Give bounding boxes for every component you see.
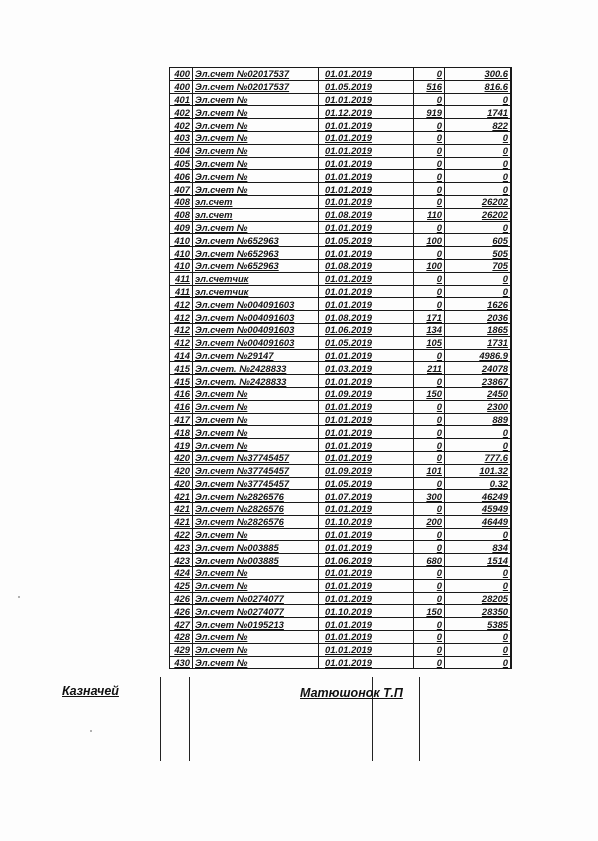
account-number-cell: 416 [170, 387, 193, 400]
consumption-cell: 0 [414, 541, 445, 554]
account-number-cell: 422 [170, 528, 193, 541]
meter-reading-cell: 0 [445, 567, 512, 580]
account-number-cell: 424 [170, 567, 193, 580]
table-row [170, 80, 512, 93]
meter-reading-cell: 0 [445, 528, 512, 541]
consumption-cell: 0 [414, 247, 445, 260]
meter-description-cell: Эл.счет №37745457 [193, 464, 319, 477]
reading-date-cell: 01.01.2019 [319, 170, 414, 183]
account-number-cell: 426 [170, 592, 193, 605]
reading-date-cell: 01.01.2019 [319, 451, 414, 464]
account-number-cell: 417 [170, 413, 193, 426]
consumption-cell: 0 [414, 183, 445, 196]
account-number-cell: 412 [170, 336, 193, 349]
meter-reading-cell: 0 [445, 170, 512, 183]
reading-date-cell: 01.01.2019 [319, 298, 414, 311]
meter-description-cell: Эл.счет №0274077 [193, 592, 319, 605]
table-row [170, 503, 512, 516]
consumption-cell: 0 [414, 195, 445, 208]
meter-description-cell: Эл.счет № [193, 426, 319, 439]
table-row [170, 285, 512, 298]
consumption-cell: 0 [414, 528, 445, 541]
meter-description-cell: Эл.счет № [193, 144, 319, 157]
consumption-cell: 0 [414, 656, 445, 669]
consumption-cell: 0 [414, 375, 445, 388]
account-number-cell: 420 [170, 477, 193, 490]
consumption-cell: 300 [414, 490, 445, 503]
table-row [170, 592, 512, 605]
account-number-cell: 409 [170, 221, 193, 234]
account-number-cell: 400 [170, 68, 193, 81]
meter-description-cell: Эл.счет №004091603 [193, 336, 319, 349]
table-row [170, 439, 512, 452]
meter-description-cell: Эл.счет № [193, 528, 319, 541]
table-row [170, 477, 512, 490]
meter-description-cell: Эл.счет № [193, 106, 319, 119]
account-number-cell: 416 [170, 400, 193, 413]
reading-date-cell: 01.05.2019 [319, 234, 414, 247]
account-number-cell: 427 [170, 618, 193, 631]
meter-description-cell: Эл.счет №004091603 [193, 298, 319, 311]
meter-reading-cell: 300.6 [445, 68, 512, 81]
meter-description-cell: Эл.счет №004091603 [193, 323, 319, 336]
consumption-cell: 200 [414, 515, 445, 528]
table-row [170, 515, 512, 528]
meter-description-cell: Эл.счет №0195213 [193, 618, 319, 631]
consumption-cell: 0 [414, 413, 445, 426]
reading-date-cell: 01.01.2019 [319, 400, 414, 413]
reading-date-cell: 01.01.2019 [319, 144, 414, 157]
consumption-cell: 0 [414, 579, 445, 592]
meter-reading-cell: 1741 [445, 106, 512, 119]
table-row [170, 183, 512, 196]
account-number-cell: 425 [170, 579, 193, 592]
meter-reading-cell: 0 [445, 221, 512, 234]
table-row [170, 131, 512, 144]
account-number-cell: 423 [170, 554, 193, 567]
reading-date-cell: 01.06.2019 [319, 323, 414, 336]
reading-date-cell: 01.01.2019 [319, 503, 414, 516]
meter-reading-cell: 0 [445, 656, 512, 669]
meter-description-cell: Эл.счет №37745457 [193, 477, 319, 490]
meter-reading-cell: 0 [445, 144, 512, 157]
meter-description-cell: эл.счетчик [193, 285, 319, 298]
reading-date-cell: 01.01.2019 [319, 631, 414, 644]
reading-date-cell: 01.09.2019 [319, 464, 414, 477]
account-number-cell: 404 [170, 144, 193, 157]
reading-date-cell: 01.01.2019 [319, 439, 414, 452]
meter-reading-cell: 0 [445, 579, 512, 592]
reading-date-cell: 01.08.2019 [319, 311, 414, 324]
meter-reading-cell: 5385 [445, 618, 512, 631]
account-number-cell: 421 [170, 515, 193, 528]
table-row [170, 208, 512, 221]
meter-description-cell: Эл.счет №003885 [193, 541, 319, 554]
account-number-cell: 430 [170, 656, 193, 669]
account-number-cell: 411 [170, 285, 193, 298]
account-number-cell: 402 [170, 119, 193, 132]
table-row [170, 336, 512, 349]
account-number-cell: 421 [170, 490, 193, 503]
footer-rule [419, 677, 420, 761]
account-number-cell: 406 [170, 170, 193, 183]
meter-description-cell: Эл.счет № [193, 93, 319, 106]
meter-description-cell: Эл.счет № [193, 170, 319, 183]
meter-reading-cell: 2036 [445, 311, 512, 324]
consumption-cell: 919 [414, 106, 445, 119]
meter-description-cell: Эл.счет №2826576 [193, 490, 319, 503]
table-row [170, 451, 512, 464]
meter-reading-cell: 26202 [445, 195, 512, 208]
meter-description-cell: Эл.счет №652963 [193, 259, 319, 272]
consumption-cell: 0 [414, 451, 445, 464]
reading-date-cell: 01.12.2019 [319, 106, 414, 119]
table-row [170, 579, 512, 592]
meter-readings-table [169, 67, 512, 669]
reading-date-cell: 01.10.2019 [319, 605, 414, 618]
consumption-cell: 0 [414, 643, 445, 656]
reading-date-cell: 01.01.2019 [319, 592, 414, 605]
reading-date-cell: 01.01.2019 [319, 656, 414, 669]
account-number-cell: 412 [170, 323, 193, 336]
reading-date-cell: 01.01.2019 [319, 375, 414, 388]
meter-description-cell: Эл.счет №02017537 [193, 80, 319, 93]
table-row [170, 362, 512, 375]
table-row [170, 195, 512, 208]
reading-date-cell: 01.06.2019 [319, 554, 414, 567]
reading-date-cell: 01.01.2019 [319, 221, 414, 234]
consumption-cell: 101 [414, 464, 445, 477]
account-number-cell: 428 [170, 631, 193, 644]
meter-description-cell: Эл.счет №02017537 [193, 68, 319, 81]
meter-reading-cell: 705 [445, 259, 512, 272]
table-row [170, 298, 512, 311]
reading-date-cell: 01.01.2019 [319, 183, 414, 196]
table-row [170, 259, 512, 272]
meter-description-cell: Эл.счет № [193, 656, 319, 669]
meter-reading-cell: 0.32 [445, 477, 512, 490]
reading-date-cell: 01.01.2019 [319, 349, 414, 362]
meter-description-cell: Эл.счет. №2428833 [193, 375, 319, 388]
table-row [170, 221, 512, 234]
reading-date-cell: 01.07.2019 [319, 490, 414, 503]
consumption-cell: 0 [414, 131, 445, 144]
meter-description-cell: Эл.счет №29147 [193, 349, 319, 362]
signatory-name: Матюшонок Т.П [300, 686, 403, 700]
reading-date-cell: 01.01.2019 [319, 93, 414, 106]
reading-date-cell: 01.01.2019 [319, 618, 414, 631]
consumption-cell: 0 [414, 144, 445, 157]
meter-reading-cell: 2300 [445, 400, 512, 413]
account-number-cell: 403 [170, 131, 193, 144]
account-number-cell: 419 [170, 439, 193, 452]
account-number-cell: 420 [170, 451, 193, 464]
table-row [170, 656, 512, 669]
account-number-cell: 405 [170, 157, 193, 170]
account-number-cell: 421 [170, 503, 193, 516]
account-number-cell: 410 [170, 259, 193, 272]
table-row [170, 375, 512, 388]
reading-date-cell: 01.01.2019 [319, 285, 414, 298]
table-row [170, 400, 512, 413]
meter-description-cell: Эл.счет № [193, 413, 319, 426]
consumption-cell: 110 [414, 208, 445, 221]
consumption-cell: 0 [414, 503, 445, 516]
meter-description-cell: Эл.счет № [193, 119, 319, 132]
account-number-cell: 412 [170, 311, 193, 324]
meter-reading-cell: 46449 [445, 515, 512, 528]
consumption-cell: 516 [414, 80, 445, 93]
account-number-cell: 400 [170, 80, 193, 93]
meter-description-cell: Эл.счет № [193, 400, 319, 413]
consumption-cell: 0 [414, 170, 445, 183]
consumption-cell: 0 [414, 567, 445, 580]
meter-reading-cell: 28350 [445, 605, 512, 618]
reading-date-cell: 01.01.2019 [319, 119, 414, 132]
table-row [170, 387, 512, 400]
consumption-cell: 0 [414, 400, 445, 413]
table-row [170, 119, 512, 132]
consumption-cell: 0 [414, 119, 445, 132]
reading-date-cell: 01.08.2019 [319, 259, 414, 272]
meter-description-cell: Эл.счет №2826576 [193, 515, 319, 528]
meter-description-cell: Эл.счет № [193, 221, 319, 234]
reading-date-cell: 01.08.2019 [319, 208, 414, 221]
meter-description-cell: Эл.счет № [193, 387, 319, 400]
scan-speck [18, 596, 20, 598]
table-row [170, 554, 512, 567]
reading-date-cell: 01.01.2019 [319, 413, 414, 426]
meter-reading-cell: 4986.9 [445, 349, 512, 362]
reading-date-cell: 01.05.2019 [319, 336, 414, 349]
consumption-cell: 0 [414, 157, 445, 170]
meter-reading-cell: 46249 [445, 490, 512, 503]
meter-description-cell: Эл.счет № [193, 643, 319, 656]
meter-reading-cell: 1865 [445, 323, 512, 336]
meter-description-cell: Эл.счет № [193, 567, 319, 580]
account-number-cell: 415 [170, 375, 193, 388]
reading-date-cell: 01.09.2019 [319, 387, 414, 400]
reading-date-cell: 01.01.2019 [319, 567, 414, 580]
account-number-cell: 426 [170, 605, 193, 618]
meter-reading-cell: 0 [445, 426, 512, 439]
consumption-cell: 105 [414, 336, 445, 349]
reading-date-cell: 01.01.2019 [319, 272, 414, 285]
table-row [170, 528, 512, 541]
account-number-cell: 418 [170, 426, 193, 439]
meter-reading-cell: 24078 [445, 362, 512, 375]
account-number-cell: 410 [170, 234, 193, 247]
consumption-cell: 0 [414, 477, 445, 490]
table-row [170, 643, 512, 656]
table-row [170, 272, 512, 285]
account-number-cell: 408 [170, 195, 193, 208]
meter-reading-cell: 0 [445, 93, 512, 106]
consumption-cell: 134 [414, 323, 445, 336]
consumption-cell: 0 [414, 618, 445, 631]
reading-date-cell: 01.01.2019 [319, 528, 414, 541]
meter-reading-cell: 0 [445, 157, 512, 170]
meter-description-cell: Эл.счет. №2428833 [193, 362, 319, 375]
table-row [170, 234, 512, 247]
account-number-cell: 420 [170, 464, 193, 477]
consumption-cell: 0 [414, 298, 445, 311]
meter-reading-cell: 45949 [445, 503, 512, 516]
meter-reading-cell: 28205 [445, 592, 512, 605]
reading-date-cell: 01.03.2019 [319, 362, 414, 375]
table-row [170, 144, 512, 157]
reading-date-cell: 01.01.2019 [319, 541, 414, 554]
meter-description-cell: эл.счетчик [193, 272, 319, 285]
table-row [170, 413, 512, 426]
footer-rule [160, 677, 161, 761]
meter-reading-cell: 0 [445, 631, 512, 644]
meter-reading-cell: 0 [445, 131, 512, 144]
consumption-cell: 150 [414, 605, 445, 618]
meter-description-cell: эл.счет [193, 208, 319, 221]
scan-speck [90, 730, 92, 732]
meter-description-cell: Эл.счет №652963 [193, 234, 319, 247]
consumption-cell: 211 [414, 362, 445, 375]
table-row [170, 426, 512, 439]
meter-description-cell: Эл.счет № [193, 131, 319, 144]
meter-description-cell: Эл.счет № [193, 439, 319, 452]
account-number-cell: 402 [170, 106, 193, 119]
consumption-cell: 0 [414, 68, 445, 81]
meter-reading-cell: 816.6 [445, 80, 512, 93]
meter-description-cell: Эл.счет № [193, 183, 319, 196]
consumption-cell: 0 [414, 93, 445, 106]
meter-reading-cell: 101.32 [445, 464, 512, 477]
consumption-cell: 150 [414, 387, 445, 400]
meter-description-cell: Эл.счет №37745457 [193, 451, 319, 464]
meter-description-cell: Эл.счет № [193, 579, 319, 592]
table-row [170, 605, 512, 618]
meter-description-cell: Эл.счет № [193, 157, 319, 170]
reading-date-cell: 01.01.2019 [319, 195, 414, 208]
reading-date-cell: 01.01.2019 [319, 247, 414, 260]
meter-reading-cell: 1731 [445, 336, 512, 349]
table-row [170, 311, 512, 324]
reading-date-cell: 01.01.2019 [319, 643, 414, 656]
account-number-cell: 408 [170, 208, 193, 221]
reading-date-cell: 01.01.2019 [319, 579, 414, 592]
meter-description-cell: Эл.счет №652963 [193, 247, 319, 260]
account-number-cell: 412 [170, 298, 193, 311]
consumption-cell: 680 [414, 554, 445, 567]
reading-date-cell: 01.01.2019 [319, 68, 414, 81]
account-number-cell: 415 [170, 362, 193, 375]
table-row [170, 93, 512, 106]
meter-reading-cell: 26202 [445, 208, 512, 221]
table-row [170, 490, 512, 503]
account-number-cell: 407 [170, 183, 193, 196]
consumption-cell: 100 [414, 234, 445, 247]
meter-reading-cell: 889 [445, 413, 512, 426]
meter-reading-cell: 505 [445, 247, 512, 260]
meter-reading-cell: 0 [445, 272, 512, 285]
consumption-cell: 0 [414, 221, 445, 234]
table-row [170, 323, 512, 336]
meter-reading-cell: 23867 [445, 375, 512, 388]
account-number-cell: 410 [170, 247, 193, 260]
table-row [170, 68, 512, 81]
consumption-cell: 0 [414, 426, 445, 439]
table-body [170, 68, 512, 669]
table-row [170, 157, 512, 170]
meter-description-cell: Эл.счет №2826576 [193, 503, 319, 516]
meter-description-cell: Эл.счет №003885 [193, 554, 319, 567]
meter-reading-cell: 0 [445, 285, 512, 298]
table-row [170, 106, 512, 119]
meter-reading-cell: 0 [445, 183, 512, 196]
meter-reading-cell: 1626 [445, 298, 512, 311]
table-row [170, 567, 512, 580]
account-number-cell: 401 [170, 93, 193, 106]
consumption-cell: 0 [414, 272, 445, 285]
table-row [170, 631, 512, 644]
table-row [170, 618, 512, 631]
table-row [170, 170, 512, 183]
reading-date-cell: 01.01.2019 [319, 157, 414, 170]
consumption-cell: 100 [414, 259, 445, 272]
reading-date-cell: 01.05.2019 [319, 477, 414, 490]
meter-reading-cell: 0 [445, 643, 512, 656]
meter-description-cell: Эл.счет №004091603 [193, 311, 319, 324]
account-number-cell: 411 [170, 272, 193, 285]
consumption-cell: 0 [414, 631, 445, 644]
reading-date-cell: 01.05.2019 [319, 80, 414, 93]
footer-rule [189, 677, 190, 761]
meter-reading-cell: 834 [445, 541, 512, 554]
table-row [170, 464, 512, 477]
account-number-cell: 414 [170, 349, 193, 362]
reading-date-cell: 01.01.2019 [319, 131, 414, 144]
consumption-cell: 0 [414, 439, 445, 452]
consumption-cell: 0 [414, 349, 445, 362]
meter-reading-cell: 1514 [445, 554, 512, 567]
reading-date-cell: 01.10.2019 [319, 515, 414, 528]
meter-reading-cell: 605 [445, 234, 512, 247]
meter-reading-cell: 777.6 [445, 451, 512, 464]
meter-reading-cell: 2450 [445, 387, 512, 400]
signatory-role: Казначей [62, 684, 119, 698]
table-row [170, 541, 512, 554]
meter-description-cell: эл.счет [193, 195, 319, 208]
meter-description-cell: Эл.счет №0274077 [193, 605, 319, 618]
account-number-cell: 429 [170, 643, 193, 656]
reading-date-cell: 01.01.2019 [319, 426, 414, 439]
meter-reading-cell: 822 [445, 119, 512, 132]
consumption-cell: 0 [414, 285, 445, 298]
account-number-cell: 423 [170, 541, 193, 554]
table-row [170, 349, 512, 362]
table-row [170, 247, 512, 260]
consumption-cell: 171 [414, 311, 445, 324]
meter-description-cell: Эл.счет № [193, 631, 319, 644]
meter-reading-cell: 0 [445, 439, 512, 452]
consumption-cell: 0 [414, 592, 445, 605]
